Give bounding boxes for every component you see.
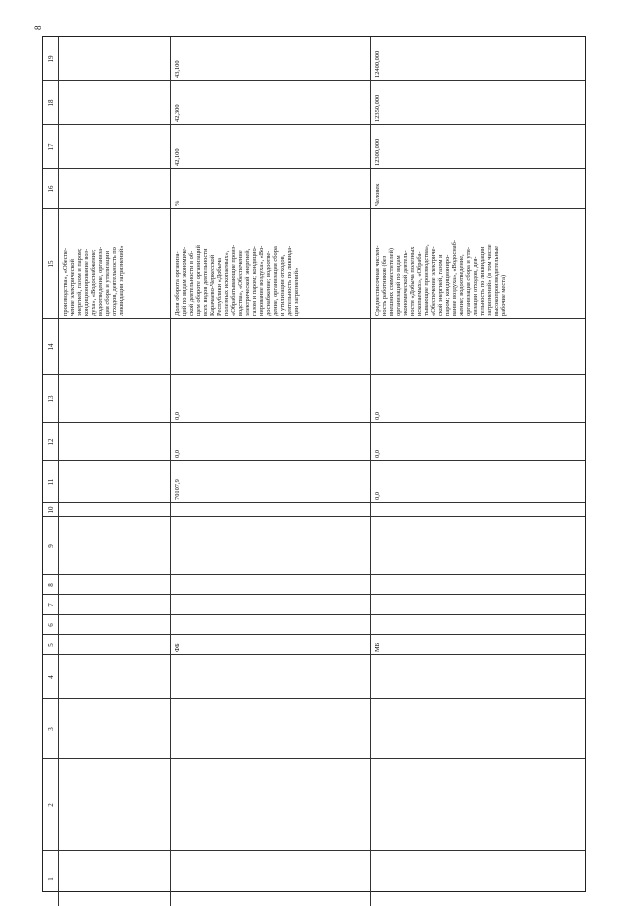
column-number: 12 [47, 438, 55, 445]
table-column-1 [43, 851, 585, 906]
table-column-5 [43, 635, 585, 655]
table-cell [171, 125, 371, 168]
column-number-cell [43, 461, 59, 502]
cell-text-line: лизации отходов, дея- [472, 256, 479, 316]
table-cell [171, 37, 371, 80]
table-cell [59, 37, 171, 80]
column-number-cell [43, 423, 59, 460]
cell-text-line: «Обрабатывающие произ- [230, 244, 237, 316]
cell-text-line: ции загрязнений» [293, 267, 300, 316]
cell-text-line: 0,0 [174, 450, 181, 458]
column-number-cell [43, 209, 59, 318]
cell-text-line: организация сбора и ути- [465, 247, 472, 316]
column-number-cell [43, 517, 59, 574]
table-cell [59, 759, 171, 850]
table-cell [371, 503, 587, 516]
table-cell [59, 517, 171, 574]
cell-text-line: ской деятельности в об- [188, 250, 195, 316]
column-number: 9 [47, 543, 55, 548]
cell-text [174, 643, 181, 652]
table-column-18 [43, 81, 585, 125]
table-cell [371, 209, 587, 318]
table-cell [59, 635, 171, 654]
table-cell [171, 461, 371, 502]
column-number: 3 [47, 726, 55, 731]
cell-text-line: нирование воздуха», «Во- [258, 245, 265, 316]
column-number: 1 [47, 876, 55, 881]
cell-text-line: ность работников (без [381, 255, 388, 316]
rotated-table [42, 36, 586, 892]
table-cell [171, 575, 371, 594]
cell-text [174, 148, 181, 166]
table-column-16 [43, 169, 585, 209]
column-number: 10 [47, 506, 55, 513]
cell-text-line: водства», «Обеспечение [237, 250, 244, 316]
cell-text-line: щем обороте организаций [195, 245, 202, 316]
column-number: 15 [47, 260, 55, 267]
table-column-7 [43, 595, 585, 615]
cell-text [174, 104, 181, 122]
cell-text-line: экономической деятель- [402, 250, 409, 316]
cell-text [62, 246, 125, 316]
column-number: 7 [47, 602, 55, 607]
table-column-2 [43, 759, 585, 851]
cell-text [374, 51, 381, 78]
cell-text [374, 643, 381, 652]
table-cell [171, 81, 371, 124]
table-cell [171, 375, 371, 422]
column-number-cell [43, 615, 59, 634]
cell-text-line: полезных ископаемых», [223, 250, 230, 316]
cell-text-line: ФБ [174, 643, 181, 652]
cell-text-line: ности «Добыча полезных [409, 246, 416, 316]
column-number-cell [43, 575, 59, 594]
column-number: 18 [47, 99, 55, 106]
cell-text-line: 0,0 [174, 412, 181, 420]
table-column-15 [43, 209, 585, 319]
cell-text [174, 450, 181, 458]
cell-text [174, 412, 181, 420]
column-number-cell [43, 503, 59, 516]
table-cell [371, 575, 587, 594]
cell-text [174, 60, 181, 78]
column-number-cell [43, 699, 59, 758]
cell-text-line: 0,0 [374, 450, 381, 458]
cell-text-line: духа», «Водоснабжение; [90, 249, 97, 316]
table-cell [171, 209, 371, 318]
cell-text-line: загрязнений» (в том числе [486, 244, 493, 316]
table-cell [59, 423, 171, 460]
table-cell [59, 125, 171, 168]
table-column-10 [43, 503, 585, 517]
cell-text [374, 139, 381, 166]
column-number: 16 [47, 185, 55, 192]
table-cell [59, 319, 171, 374]
table-cell [171, 759, 371, 850]
table-column-8 [43, 575, 585, 595]
column-number-cell [43, 759, 59, 850]
cell-text-line: ция сбора и утилизации [104, 250, 111, 316]
column-number: 17 [47, 143, 55, 150]
column-number: 19 [47, 55, 55, 62]
table-cell [59, 655, 171, 698]
cell-text-line: 42,100 [174, 148, 181, 166]
table-column-19 [43, 37, 585, 81]
cell-text-line: всех видов деятельности [202, 248, 209, 316]
cell-text [374, 450, 381, 458]
cell-text-line: 12350,000 [374, 94, 381, 122]
table-cell [171, 699, 371, 758]
table-cell [171, 595, 371, 614]
table-cell [59, 699, 171, 758]
cell-text-line: Среднесписочная числен- [374, 245, 381, 316]
cell-text-line: «Обеспечение электриче- [430, 246, 437, 316]
cell-text-line: Доля оборота организа- [174, 251, 181, 316]
cell-text-line: ископаемых», «Обраба- [416, 251, 423, 316]
column-number-cell [43, 851, 59, 906]
cell-text-line: жение; водоотведение, [458, 254, 465, 316]
table-cell [171, 635, 371, 654]
cell-text [174, 201, 181, 206]
table-cell [371, 655, 587, 698]
table-cell [59, 615, 171, 634]
cell-text-line: Карачаево-Черкесской [209, 254, 216, 316]
table-cell [59, 375, 171, 422]
table-cell [371, 461, 587, 502]
table-column-9 [43, 517, 585, 575]
cell-text [374, 492, 381, 500]
table-cell [171, 503, 371, 516]
table-column-3 [43, 699, 585, 759]
cell-text-line: газом и паром; кондицио- [251, 246, 258, 316]
table-cell [171, 655, 371, 698]
table-cell [59, 81, 171, 124]
cell-text-line: отходов, деятельность по [111, 247, 118, 316]
cell-text-line: ций по видам экономиче- [181, 246, 188, 316]
table-cell [371, 699, 587, 758]
cell-text-line: МБ [374, 642, 381, 652]
column-number-cell [43, 375, 59, 422]
table-cell [59, 461, 171, 502]
table-cell [371, 635, 587, 654]
cell-text-line: 0,0 [374, 412, 381, 420]
cell-text [374, 412, 381, 420]
table-cell [171, 517, 371, 574]
table-cell [371, 37, 587, 80]
cell-text-line: % [174, 200, 181, 206]
table-cell [171, 615, 371, 634]
table-cell [371, 615, 587, 634]
table-cell [59, 209, 171, 318]
cell-text-line: и утилизации отходов, [279, 254, 286, 316]
column-number-cell [43, 37, 59, 80]
cell-text-line: 0,0 [374, 492, 381, 500]
cell-text-line: высокопроизводительные [493, 245, 500, 316]
table-cell [371, 851, 587, 906]
table-column-14 [43, 319, 585, 375]
cell-text-line: 42,300 [174, 104, 181, 122]
column-number: 5 [47, 642, 55, 647]
cell-text-line: рабочие места) [500, 274, 507, 316]
cell-text-line: внешних совместителей) [388, 247, 395, 316]
table-cell [59, 575, 171, 594]
column-number-cell [43, 125, 59, 168]
table-column-4 [43, 655, 585, 699]
column-number-cell [43, 635, 59, 654]
table-column-13 [43, 375, 585, 423]
column-number-cell [43, 655, 59, 698]
table-cell [171, 169, 371, 208]
cell-text-line: ликвидации загрязнений» [118, 245, 125, 316]
table-cell [371, 423, 587, 460]
table-cell [371, 319, 587, 374]
cell-text-line: 70107,9 [174, 479, 181, 500]
cell-text [174, 245, 300, 316]
cell-text-line: водоотведение, организа- [97, 246, 104, 316]
table-cell [171, 851, 371, 906]
cell-text-line: 12300,000 [374, 138, 381, 166]
column-number-cell [43, 595, 59, 614]
cell-text-line: производства», «Обеспе- [62, 248, 69, 316]
table-cell [371, 759, 587, 850]
table-column-17 [43, 125, 585, 169]
page-number: 8 [33, 25, 43, 30]
column-number: 13 [47, 395, 55, 402]
table-cell [371, 169, 587, 208]
cell-text [374, 240, 507, 316]
cell-text-line: тывающие производства», [423, 244, 430, 316]
table-cell [371, 81, 587, 124]
cell-text-line: организаций по видам [395, 255, 402, 316]
table-cell [371, 517, 587, 574]
cell-text-line: 12400,000 [374, 50, 381, 78]
cell-text-line: доснабжение; водоотве- [265, 250, 272, 316]
table-column-11 [43, 461, 585, 503]
table-cell [371, 595, 587, 614]
column-number: 8 [47, 582, 55, 587]
cell-text [174, 479, 181, 500]
table-cell [59, 851, 171, 906]
table-column-12 [43, 423, 585, 461]
column-number: 6 [47, 622, 55, 627]
cell-text-line: вание воздуха», «Водоснаб- [451, 240, 458, 316]
table-cell [59, 503, 171, 516]
cell-text-line: электрической энергией, [244, 248, 251, 316]
table-column-6 [43, 615, 585, 635]
column-number: 14 [47, 343, 55, 350]
cell-text-line: дение, организация сбора [272, 246, 279, 316]
cell-text [374, 95, 381, 122]
table-cell [171, 319, 371, 374]
column-number: 2 [47, 802, 55, 807]
column-number: 11 [47, 478, 55, 485]
table-cell [371, 125, 587, 168]
cell-text-line: деятельность по ликвида- [286, 245, 293, 316]
cell-text-line: паром; кондициониро- [444, 254, 451, 316]
cell-text-line: ской энергией, газом и [437, 254, 444, 316]
cell-text-line: Человек [374, 183, 381, 206]
cell-text-line: энергией, газом и паром; [76, 248, 83, 316]
table-cell [59, 169, 171, 208]
cell-text-line: 43,100 [174, 60, 181, 78]
table-cell [371, 375, 587, 422]
column-number-cell [43, 169, 59, 208]
table-cell [171, 423, 371, 460]
cell-text-line: Республики «Добыча [216, 257, 223, 316]
table-cell [59, 595, 171, 614]
cell-text-line: чение электрической [69, 259, 76, 316]
cell-text-line: тельность по ликвидации [479, 246, 486, 316]
cell-text [374, 184, 381, 206]
column-number-cell [43, 81, 59, 124]
column-number: 4 [47, 674, 55, 679]
column-number-cell [43, 319, 59, 374]
cell-text-line: кондиционирование воз- [83, 248, 90, 316]
